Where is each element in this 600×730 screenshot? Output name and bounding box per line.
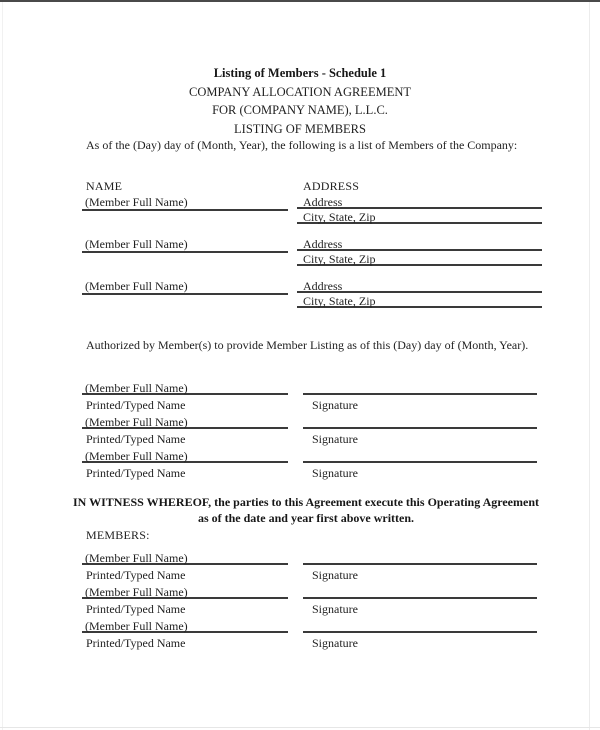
authorization-text: Authorized by Member(s) to provide Member Listing as of this (Day) day of (Month, Year). [86, 338, 529, 352]
member-address-field[interactable] [297, 196, 542, 209]
signature-label: Signature [312, 432, 358, 446]
schedule-title: Listing of Members - Schedule 1 [213, 66, 387, 80]
member-name-field[interactable] [82, 280, 288, 295]
printed-name-label: Printed/Typed Name [86, 568, 186, 582]
signature-row [0, 417, 600, 445]
signature-row [0, 451, 600, 479]
signature-label: Signature [312, 568, 358, 582]
member-row [0, 196, 600, 226]
name-column-header: NAME [86, 179, 123, 193]
signature-label: Signature [312, 636, 358, 650]
member-name-label: (Member Full Name) [85, 237, 188, 251]
signature-row [0, 621, 600, 649]
member-name-label: (Member Full Name) [85, 551, 188, 565]
member-row [0, 238, 600, 268]
member-address-field[interactable] [297, 280, 542, 293]
member-name-label: (Member Full Name) [85, 195, 188, 209]
members-heading: MEMBERS: [86, 528, 150, 542]
witness-clause-line2: as of the date and year first above written. [197, 511, 415, 525]
printed-name-field[interactable] [82, 417, 288, 429]
address-label: Address [303, 279, 343, 293]
printed-name-label: Printed/Typed Name [86, 398, 186, 412]
signature-row [0, 587, 600, 615]
member-name-label: (Member Full Name) [85, 381, 188, 395]
signature-field[interactable] [303, 587, 537, 599]
member-name-field[interactable] [82, 238, 288, 253]
printed-name-label: Printed/Typed Name [86, 602, 186, 616]
signature-label: Signature [312, 602, 358, 616]
signature-row [0, 553, 600, 581]
printed-name-field[interactable] [82, 621, 288, 633]
printed-name-field[interactable] [82, 451, 288, 463]
signature-field[interactable] [303, 451, 537, 463]
agreement-title: COMPANY ALLOCATION AGREEMENT [188, 85, 411, 99]
city-label: City, State, Zip [303, 294, 376, 308]
signature-field[interactable] [303, 621, 537, 633]
printed-name-label: Printed/Typed Name [86, 432, 186, 446]
city-label: City, State, Zip [303, 252, 376, 266]
member-city-field[interactable] [297, 253, 542, 266]
signature-field[interactable] [303, 383, 537, 395]
signature-row [0, 383, 600, 411]
authorized-signatures [0, 383, 600, 483]
printed-name-label: Printed/Typed Name [86, 466, 186, 480]
company-name-line: FOR (COMPANY NAME), L.L.C. [212, 103, 388, 117]
printed-name-field[interactable] [82, 587, 288, 599]
member-listing [0, 196, 600, 314]
printed-name-label: Printed/Typed Name [86, 636, 186, 650]
member-row [0, 280, 600, 310]
address-label: Address [303, 237, 343, 251]
address-column-header: ADDRESS [303, 179, 360, 193]
signature-label: Signature [312, 398, 358, 412]
page-edge-bottom [0, 727, 600, 728]
member-city-field[interactable] [297, 295, 542, 308]
member-name-label: (Member Full Name) [85, 415, 188, 429]
signature-field[interactable] [303, 553, 537, 565]
address-label: Address [303, 195, 343, 209]
printed-name-field[interactable] [82, 553, 288, 565]
member-name-label: (Member Full Name) [85, 585, 188, 599]
member-name-label: (Member Full Name) [85, 449, 188, 463]
member-name-field[interactable] [82, 196, 288, 211]
signature-field[interactable] [303, 417, 537, 429]
signature-label: Signature [312, 466, 358, 480]
member-address-field[interactable] [297, 238, 542, 251]
member-signatures [0, 553, 600, 653]
member-name-label: (Member Full Name) [85, 619, 188, 633]
city-label: City, State, Zip [303, 210, 376, 224]
intro-text: As of the (Day) day of (Month, Year), the following is a list of Members of the Company: [86, 138, 518, 152]
member-city-field[interactable] [297, 211, 542, 224]
listing-title: LISTING OF MEMBERS [234, 122, 366, 136]
witness-clause-line1: IN WITNESS WHEREOF, the parties to this Agreement execute this Operating Agreement [73, 495, 539, 509]
printed-name-field[interactable] [82, 383, 288, 395]
member-name-label: (Member Full Name) [85, 279, 188, 293]
